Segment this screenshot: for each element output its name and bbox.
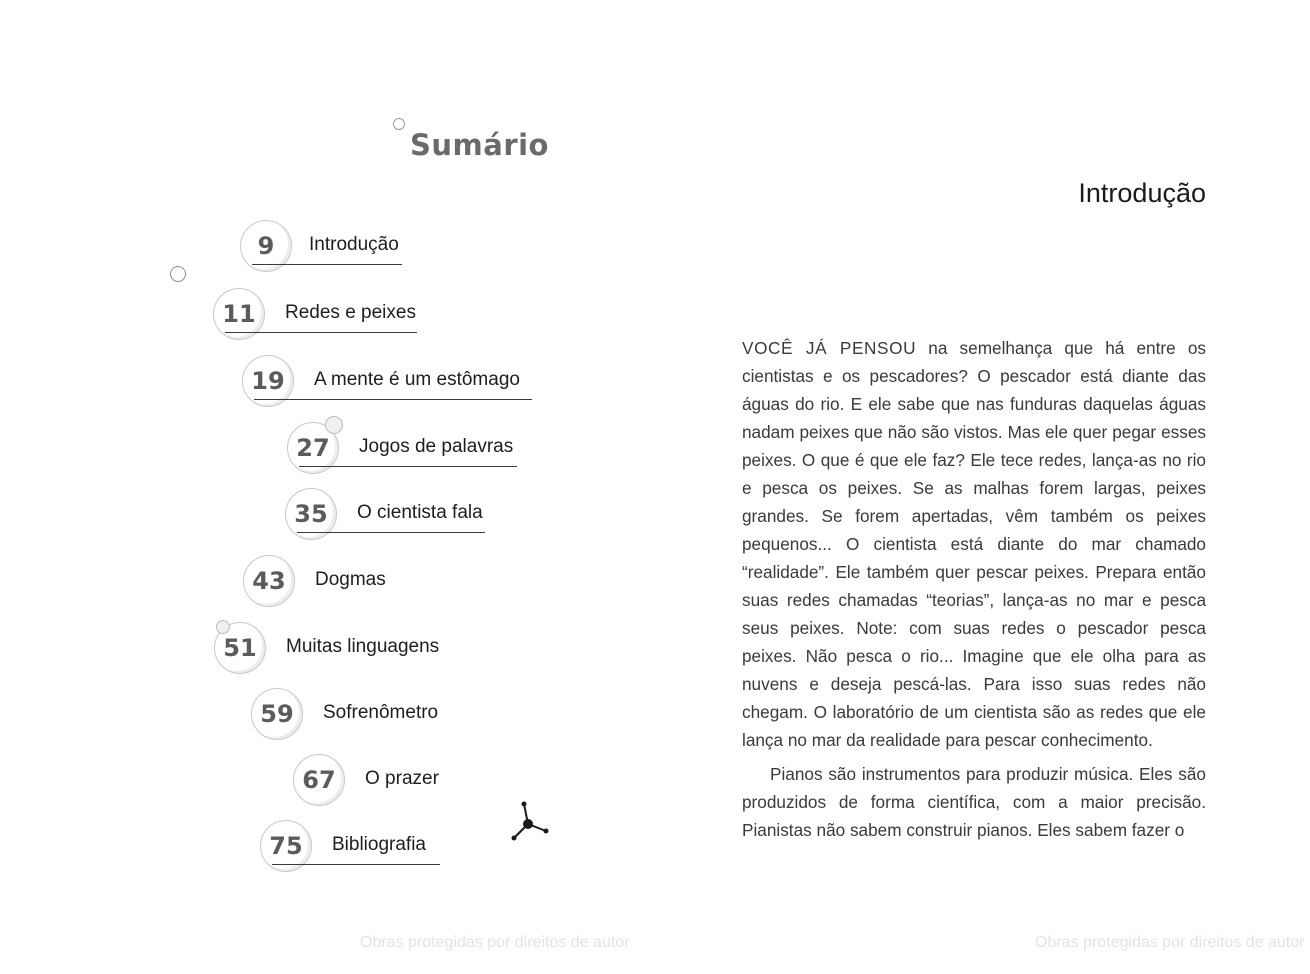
page-number-badge: 75 <box>260 820 312 872</box>
page-number-badge: 11 <box>213 288 265 340</box>
toc-underline <box>299 466 517 467</box>
toc-underline <box>272 864 440 865</box>
toc-underline <box>297 532 485 533</box>
introduction-page <box>655 0 1310 974</box>
chapter-body <box>742 334 1206 844</box>
page-number-badge: 35 <box>285 488 337 540</box>
toc-item-label: A mente é um estômago <box>314 369 520 390</box>
paragraph: Pianos são instrumentos para produzir música. Eles são produzidos de forma científica, com a maior precisão. Pianistas não sabem construir pianos. Eles sabem fazer o <box>742 764 1206 840</box>
toc-underline <box>225 332 417 333</box>
bubble-decoration <box>325 416 343 434</box>
lead-in: VOCÊ JÁ PENSOU <box>742 338 917 358</box>
toc-item-label: Sofrenômetro <box>323 702 439 723</box>
page-number-badge: 19 <box>242 355 294 407</box>
footer-watermark: Obras protegidas por direitos de autor <box>360 934 630 951</box>
page-number-badge: 59 <box>251 688 303 740</box>
toc-item-label: O prazer <box>365 768 439 789</box>
toc-item-label: Dogmas <box>315 569 386 590</box>
toc-underline <box>254 399 532 400</box>
toc-title: Sumário <box>410 128 549 162</box>
toc-underline <box>252 264 402 265</box>
toc-item-label: Jogos de palavras <box>359 436 514 457</box>
page-number-badge: 43 <box>243 555 295 607</box>
paragraph <box>742 334 1206 754</box>
toc-item-label: Redes e peixes <box>285 302 416 323</box>
toc-item-label: O cientista fala <box>357 502 483 523</box>
toc-item-label: Introdução <box>309 234 399 255</box>
paragraph-text: na semelhança que há entre os cientistas e os pescadores? O pescador está diante das águas do rio. E ele sabe que nas funduras daquelas águas nadam peixes que não são vistos. Mas ele quer pegar esses peixes. O que é que ele faz? Ele tece redes, lança-as no rio e pesca os peixes. Se as malhas forem largas, peixes grandes. Se forem apertadas, vêm também os peixes pequenos... O cientista está diante do mar chamado “realidade”. Ele também quer pescar peixes. Prepara então suas redes chamadas “teorias”, lança-as no mar e pesca seus peixes. Note: com suas redes o pescador pesca peixes. Não pesca o rio... Imagine que ele olha para as nuvens e deseja pescá-las. Para isso suas redes não chegam. O laboratório de um cientista são as redes que ele lança no mar da realidade para pescar conhecimento. <box>742 338 1206 750</box>
page-number-badge: 27 <box>287 422 339 474</box>
chapter-heading: Introdução <box>1078 178 1206 208</box>
toc-item-label: Muitas linguagens <box>286 636 440 657</box>
footer-watermark: Obras protegidas por direitos de autor <box>1035 934 1305 951</box>
page-number-badge: 51 <box>214 622 266 674</box>
page-number-badge: 9 <box>240 220 292 272</box>
bubble-decoration <box>393 118 405 130</box>
bubble-decoration <box>216 620 230 634</box>
molecule-icon <box>508 800 554 846</box>
page-number-badge: 67 <box>293 754 345 806</box>
bubble-decoration <box>170 266 186 282</box>
toc-item-label: Bibliografia <box>332 834 426 855</box>
